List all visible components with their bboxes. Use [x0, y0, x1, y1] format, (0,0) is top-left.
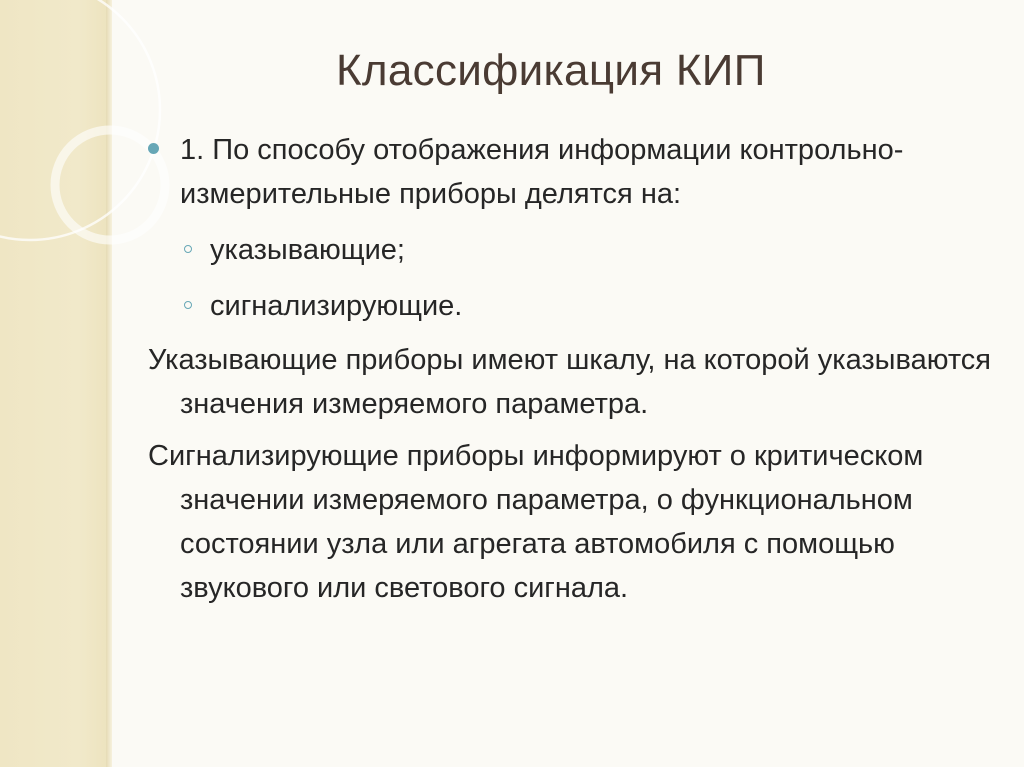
slide-title: Классификация КИП	[336, 46, 766, 95]
sub-bullet-item	[148, 228, 1008, 272]
filled-dot-icon	[148, 143, 159, 154]
sub-bullet-text: сигнализирующие.	[210, 290, 463, 322]
paragraph: Сигнализирующие приборы информируют о критическом значении измеряемого параметра, о функциональном состоянии узла или агрегата автомобиля с помощью звукового или светового сигнала.	[148, 440, 924, 604]
bullet-item	[148, 128, 1008, 216]
hollow-ring-icon	[184, 245, 192, 253]
sub-bullet-text: указывающие;	[210, 234, 405, 266]
slide-content	[148, 128, 1008, 610]
sub-bullet-item	[148, 284, 1008, 328]
hollow-ring-icon	[184, 301, 192, 309]
paragraph: Указывающие приборы имеют шкалу, на которой указываются значения измеряемого параметра.	[148, 344, 992, 420]
bullet-text: 1. По способу отображения информации контрольно-измерительные приборы делятся на:	[180, 134, 904, 210]
